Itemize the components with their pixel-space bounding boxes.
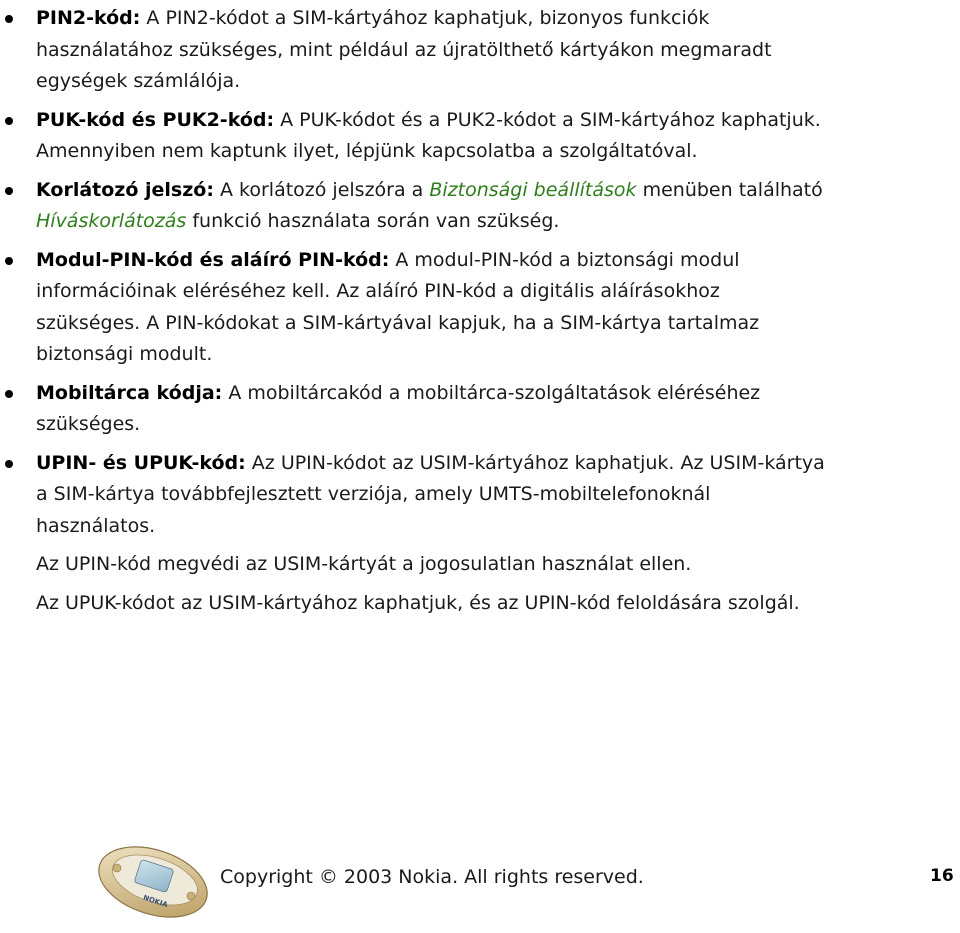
bullet-icon bbox=[5, 117, 13, 125]
list-item-barring-password bbox=[0, 175, 826, 238]
item-text: funkció használata során van szükség. bbox=[186, 210, 560, 232]
bullet-icon bbox=[5, 257, 13, 265]
page-number: 16 bbox=[930, 866, 954, 886]
list-item-pin2 bbox=[0, 3, 826, 98]
item-text: A mobiltárcakód a mobiltárca-szolgáltatások eléréséhez szükséges. bbox=[36, 381, 761, 435]
phone-brand-text: NOKIA bbox=[142, 893, 169, 910]
item-text: A korlátozó jelszóra a bbox=[213, 178, 430, 201]
item-text: A modul-PIN-kód a biztonsági modul információinak eléréséhez kell. Az aláíró PIN-kód a digitális aláírásokhoz szükséges. A PIN-kódokat a SIM-kártyával kapjuk, ha a SIM-kártya tartalmaz biztonsági modult. bbox=[36, 248, 760, 365]
security-codes-list bbox=[0, 3, 960, 542]
bullet-icon bbox=[5, 187, 13, 195]
bullet-icon bbox=[5, 390, 13, 398]
page-footer bbox=[0, 818, 960, 933]
item-text: A PUK-kódot és a PUK2-kódot a SIM-kártyához kaphatjuk. Amennyiben nem kaptunk ilyet, lépjünk kapcsolatba a szolgáltatóval. bbox=[36, 108, 821, 162]
list-item-module-pin bbox=[0, 245, 826, 371]
menu-reference-call-barring: Híváskorlátozás bbox=[36, 210, 187, 232]
copyright-text: Copyright © 2003 Nokia. All rights reserved. bbox=[220, 866, 644, 888]
term-label: Korlátozó jelszó: bbox=[36, 178, 214, 201]
term-label: Modul-PIN-kód és aláíró PIN-kód: bbox=[36, 248, 390, 271]
bullet-icon bbox=[5, 460, 13, 468]
term-label: UPIN- és UPUK-kód: bbox=[36, 451, 246, 474]
list-item-puk bbox=[0, 105, 826, 168]
bullet-icon bbox=[5, 15, 13, 23]
paragraph-upuk: Az UPUK-kódot az USIM-kártyához kaphatjuk, és az UPIN-kód feloldására szolgál. bbox=[36, 591, 800, 614]
term-label: PUK-kód és PUK2-kód: bbox=[36, 108, 275, 131]
term-label: PIN2-kód: bbox=[36, 7, 141, 29]
list-item-wallet-code bbox=[0, 378, 826, 441]
menu-reference-security-settings: Biztonsági beállítások bbox=[429, 178, 637, 201]
list-item-upin-upuk bbox=[0, 448, 826, 543]
paragraph-upin: Az UPIN-kód megvédi az USIM-kártyát a jogosulatlan használat ellen. bbox=[36, 553, 692, 575]
item-text: Az UPIN-kódot az USIM-kártyához kaphatjuk. Az USIM-kártya a SIM-kártya továbbfejlesztett verziója, amely UMTS-mobiltelefonoknál használatos. bbox=[36, 451, 825, 537]
item-text: menüben található bbox=[636, 178, 823, 201]
nokia-phone-icon bbox=[95, 838, 215, 923]
item-text: A PIN2-kódot a SIM-kártyához kaphatjuk, bizonyos funkciók használatához szükséges, mint például az újratölthető kártyákon megmaradt egységek számlálója. bbox=[36, 7, 772, 92]
term-label: Mobiltárca kódja: bbox=[36, 381, 223, 404]
